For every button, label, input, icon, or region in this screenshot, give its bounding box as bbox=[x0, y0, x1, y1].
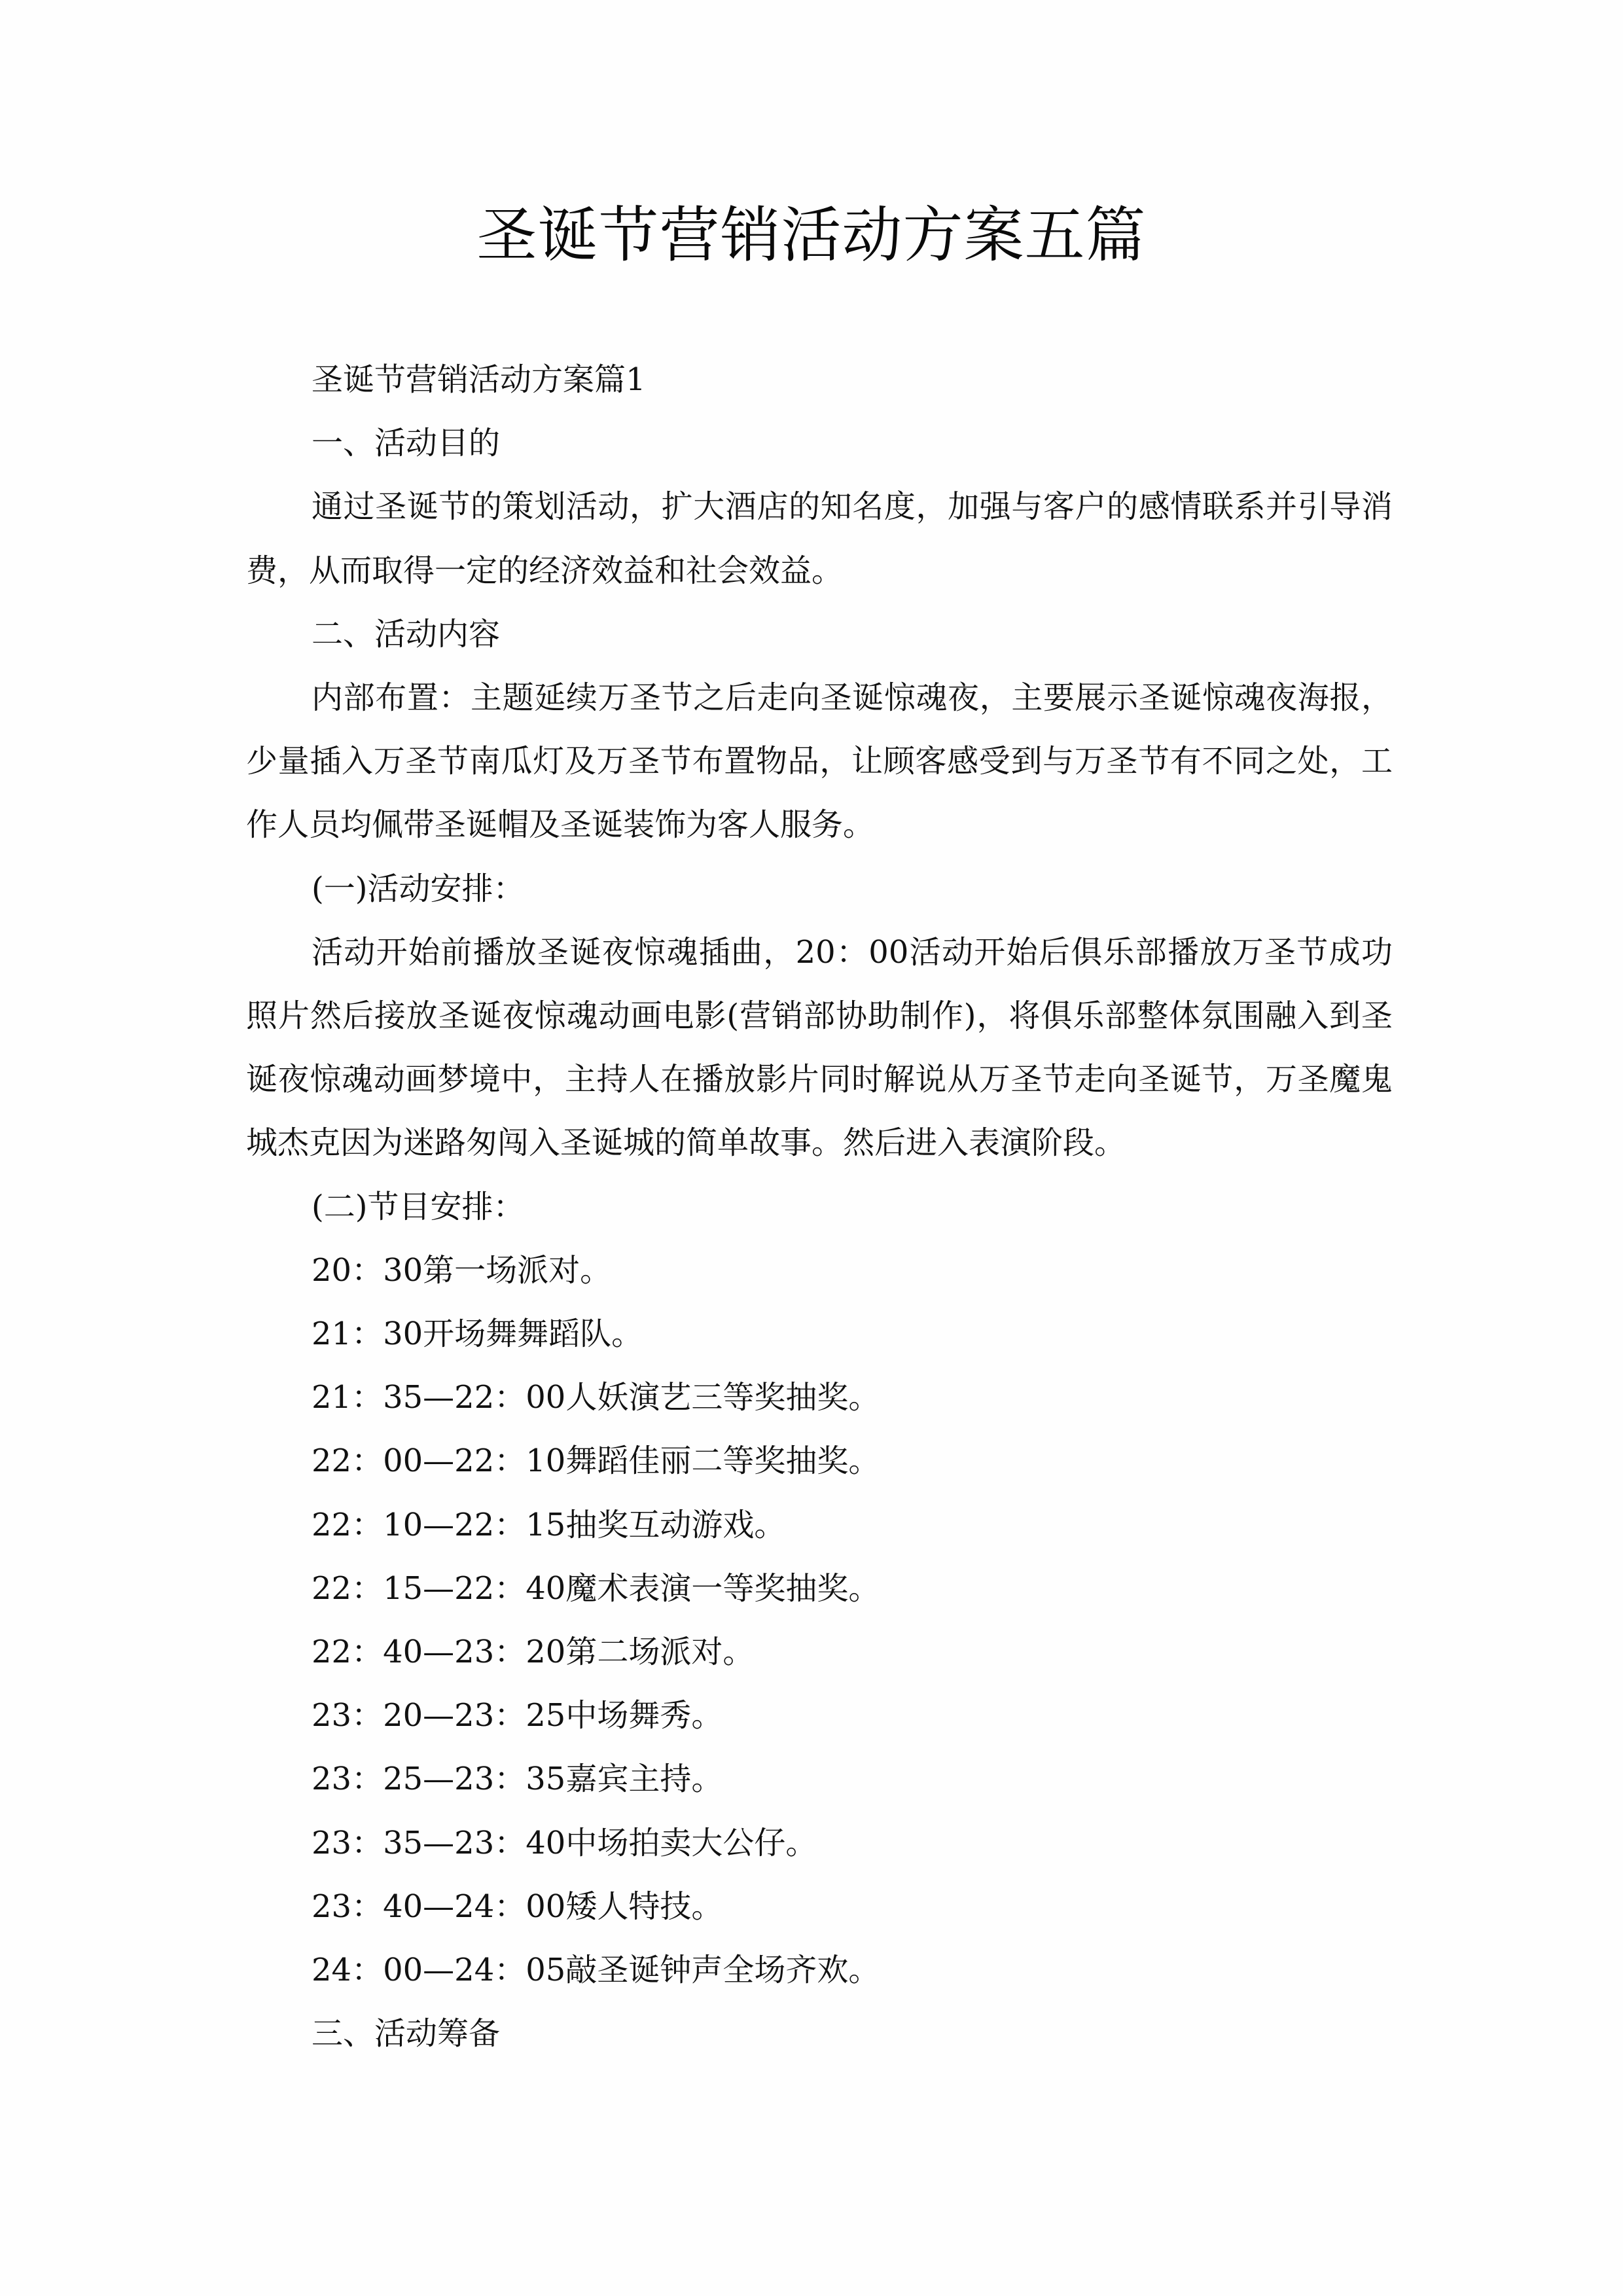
schedule-item: 20：30第一场派对。 bbox=[312, 1251, 612, 1289]
schedule-item: 22：40—23：20第二场派对。 bbox=[312, 1634, 755, 1671]
schedule-item: 23：35—23：40中场拍卖大公仔。 bbox=[312, 1824, 817, 1861]
schedule-item: 21：35—22：00人妖演艺三等奖抽奖。 bbox=[312, 1379, 880, 1416]
heading-program-schedule: (二)节目安排： bbox=[312, 1188, 525, 1225]
schedule-item: 24：00—24：05敲圣诞钟声全场齐欢。 bbox=[312, 1952, 880, 1989]
schedule-item: 22：15—22：40魔术表演一等奖抽奖。 bbox=[312, 1570, 880, 1607]
document-title: 圣诞节营销活动方案五篇 bbox=[476, 200, 1147, 270]
schedule-item: 21：30开场舞舞蹈队。 bbox=[312, 1316, 643, 1353]
paragraph-interior-decoration: 内部布置：主题延续万圣节之后走向圣诞惊魂夜，主要展示圣诞惊魂夜海报，少量插入万圣节南瓜灯及万圣节布置物品，让顾客感受到与万圣节有不同之处，工作人员均佩带圣诞帽及圣诞装饰为客人服务。 bbox=[246, 679, 1393, 844]
heading-activity-arrangement: (一)活动安排： bbox=[312, 870, 525, 907]
paragraph-activity-purpose: 通过圣诞节的策划活动，扩大酒店的知名度，加强与客户的感情联系并引导消费，从而取得一定的经济效益和社会效益。 bbox=[246, 488, 1393, 589]
schedule-item: 23：40—24：00矮人特技。 bbox=[312, 1888, 723, 1925]
schedule-item: 23：20—23：25中场舞秀。 bbox=[312, 1697, 723, 1734]
schedule-item: 22：10—22：15抽奖互动游戏。 bbox=[312, 1506, 786, 1543]
document-body bbox=[246, 348, 1393, 2066]
heading-activity-content: 二、活动内容 bbox=[312, 615, 501, 653]
heading-activity-preparation: 三、活动筹备 bbox=[312, 2015, 501, 2053]
paragraph-activity-arrangement: 活动开始前播放圣诞夜惊魂插曲，20：00活动开始后俱乐部播放万圣节成功照片然后接放圣诞夜惊魂动画电影(营销部协助制作)，将俱乐部整体氛围融入到圣诞夜惊魂动画梦境中，主持人在播放影片同时解说从万圣节走向圣诞节，万圣魔鬼城杰克因为迷路匆闯入圣诞城的简单故事。然后进入表演阶段。 bbox=[246, 933, 1393, 1162]
schedule-item: 23：25—23：35嘉宾主持。 bbox=[312, 1761, 723, 1798]
section-title: 圣诞节营销活动方案篇1 bbox=[312, 361, 646, 398]
heading-activity-purpose: 一、活动目的 bbox=[312, 425, 501, 462]
schedule-item: 22：00—22：10舞蹈佳丽二等奖抽奖。 bbox=[312, 1443, 880, 1480]
program-schedule-list bbox=[246, 1239, 1393, 2002]
